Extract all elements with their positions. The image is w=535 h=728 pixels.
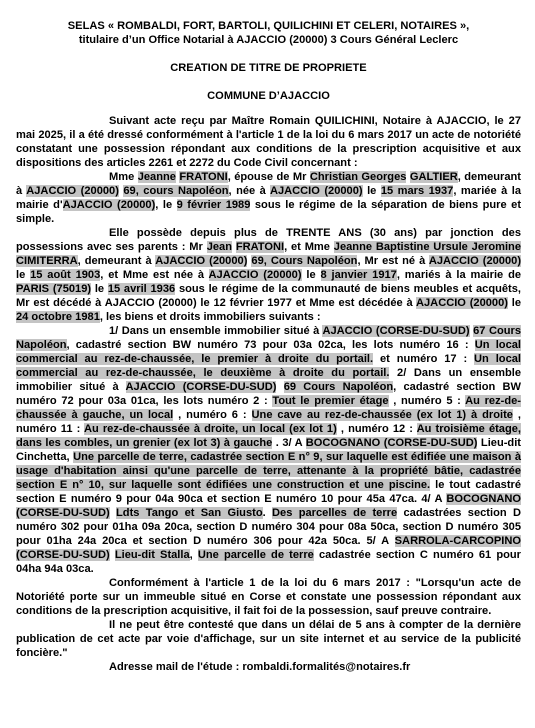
text-run: , épouse de Mr	[227, 171, 310, 183]
text-run: Elle possède depuis plus de TRENTE ANS (30 ans) par jonction des possessions avec ses parents : Mr	[16, 227, 521, 253]
text-run: Lieu-dit Cinchetta,	[16, 437, 521, 463]
highlighted-text: Une parcelle de terre, cadastrée section E n° 9, sur laquelle est édifiée une maison à usage d'habitation ainsi qu'une parcelle de terre, attenante à la propriété bâtie, cadastrée section E n° 10, sur laquelle sont édifiées une construction et une piscine.	[16, 451, 521, 491]
highlighted-text: FRATONI	[235, 241, 285, 253]
highlighted-text: 8 janvier 1917	[320, 269, 397, 281]
highlighted-text: Christian Georges	[309, 171, 407, 183]
text-run: , Mr est né à	[357, 255, 429, 267]
text-run: , numéro 5 :	[388, 395, 466, 407]
paragraph-contest-delay	[16, 618, 521, 660]
highlighted-text: 9 février 1989	[176, 199, 251, 211]
text-run: , née à	[228, 185, 270, 197]
paragraph-act	[16, 114, 521, 170]
highlighted-text: 67 Cours Napoléon	[16, 325, 521, 351]
text-run: Adresse mail de l'étude : rombaldi.formalités@notaires.fr	[109, 661, 411, 673]
highlighted-text: AJACCIO (20000)	[416, 297, 508, 309]
highlighted-text: 69, Cours Napoléon	[251, 255, 358, 267]
text-run: cadastrées section D numéro 302 pour 01ha 09a 20ca, section D numéro 304 pour 08a 50ca, section D numéro 305 pour 01ha 24a 20ca et section D numéro 306 pour 42a 50ca. 5/ A	[16, 507, 521, 547]
text-run: sous le régime de la communauté de biens meubles et acquêts, Mr est décédé à AJACCIO (20000) le 12 février 1977 et Mme est décédée à	[16, 283, 522, 309]
text-run: .	[262, 507, 273, 519]
highlighted-text: AJACCIO (20000)	[155, 255, 248, 267]
highlighted-text: Jeanne Baptistine Ursule Jeromine	[333, 241, 521, 253]
text-run: , numéro 6 :	[173, 409, 252, 421]
text-run: le	[362, 185, 381, 197]
text-run: , numéro 12 :	[336, 423, 417, 435]
text-run: le	[301, 269, 321, 281]
text-run: 2/ Dans un ensemble immobilier situé à	[16, 367, 521, 393]
highlighted-text: AJACCIO (20000)	[26, 185, 119, 197]
text-run: Suivant acte reçu par Maître Romain QUILICHINI, Notaire à AJACCIO, le 27 mai 2025, il a été dressé conformément à l'article 1 de la loi du 6 mars 2017 un acte de notoriété constatant une possession répondant aux conditions de la prescription acquisitive et aux dispositions des articles 2261 et 2272 du Code Civil concernant :	[16, 115, 521, 169]
text-run: , numéro 11 :	[16, 409, 521, 435]
text-run: Il ne peut être contesté que dans un délai de 5 ans à compter de la dernière publication de cet acte par voie d'affichage, sur un site internet et au service de la publicité foncière."	[16, 619, 521, 659]
text-run: ,	[189, 549, 198, 561]
highlighted-text: Au rez-de-chaussée à gauche, un local	[16, 395, 521, 421]
text-run: Mme	[109, 171, 138, 183]
text-run: sous le régime de la séparation de biens pure et simple.	[16, 199, 522, 225]
highlighted-text: Une cave au rez-de-chaussée (ex lot 1) à droite	[251, 409, 513, 421]
highlighted-text: Tout le premier étage	[272, 395, 389, 407]
header-line-1: SELAS « ROMBALDI, FORT, BARTOLI, QUILICHINI ET CELERI, NOTAIRES »,	[67, 20, 470, 32]
text-run: , mariés à la mairie de	[396, 269, 522, 281]
highlighted-text: AJACCIO (20000)	[269, 185, 363, 197]
text-run: , cadastré section BW numéro 72 pour 03a 01ca, les lots numéro 2 :	[16, 381, 521, 407]
notice-title: CREATION DE TITRE DE PROPRIETE	[170, 62, 367, 74]
highlighted-text: Au troisième étage, dans les combles, un grenier (ex lot 3) à gauche	[16, 423, 522, 449]
text-run: 1/ Dans un ensemble immobilier situé à	[109, 325, 323, 337]
highlighted-text: Au rez-de-chaussée à droite, un local (ex lot 1)	[83, 423, 337, 435]
highlighted-text: 15 août 1903	[30, 269, 101, 281]
text-run: le tout cadastré section E numéro 9 pour 04a 90ca et section E numéro 10 pour 45a 47ca. 4/ A	[16, 479, 522, 505]
text-run: , demeurant à	[16, 171, 521, 197]
highlighted-text: GALTIER	[409, 171, 458, 183]
text-run: , et Mme	[284, 241, 334, 253]
text-run: , les biens et droits immobiliers suivants :	[99, 311, 321, 323]
highlighted-text: FRATONI	[179, 171, 228, 183]
highlighted-text: AJACCIO (CORSE-DU-SUD)	[322, 325, 470, 337]
highlighted-text: Lieu-dit Stalla	[114, 549, 190, 561]
text-run	[276, 381, 283, 393]
text-run: , le	[155, 199, 177, 211]
text-run: Conformément à l'article 1 de la loi du 6 mars 2017 : "Lorsqu'un acte de Notoriété porte sur un immeuble situé en Corse et constate une possession répondant aux conditions de la prescription acquisitive, il fait foi de la possession, sauf preuve contraire.	[16, 577, 521, 617]
highlighted-text: AJACCIO (20000)	[428, 255, 522, 267]
highlighted-text: 15 avril 1936	[107, 283, 176, 295]
text-run: et numéro 17 :	[373, 353, 475, 365]
highlighted-text: Jeanne	[137, 171, 176, 183]
highlighted-text: 69 Cours Napoléon	[283, 381, 394, 393]
highlighted-text: SARROLA-CARCOPINO (CORSE-DU-SUD)	[16, 535, 521, 561]
highlighted-text: 24 octobre 1981	[16, 311, 100, 323]
highlighted-text: 15 mars 1937	[380, 185, 454, 197]
text-run: , et Mme est née à	[100, 269, 209, 281]
highlighted-text: CIMITERRA	[16, 255, 78, 267]
highlighted-text: Des parcelles de terre	[272, 507, 398, 519]
header-line-2: titulaire d’un Office Notarial à AJACCIO (20000) 3 Cours Général Leclerc	[78, 34, 459, 46]
highlighted-text: AJACCIO (20000)	[208, 269, 302, 281]
paragraph-contact-email	[16, 660, 521, 674]
highlighted-text: Un local commercial au rez-de-chaussée, le deuxième à droite du portail.	[16, 353, 521, 379]
highlighted-text: BOCOGNANO (CORSE-DU-SUD)	[16, 493, 521, 519]
highlighted-text: BOCOGNANO (CORSE-DU-SUD)	[305, 437, 478, 449]
highlighted-text: Une parcelle de terre	[197, 549, 314, 561]
highlighted-text: 69, cours Napoléon	[123, 185, 229, 197]
paragraph-law-article	[16, 576, 521, 618]
paragraph-owner	[16, 170, 521, 226]
highlighted-text: PARIS (75019)	[16, 283, 92, 295]
text-run: cadastrée section C numéro 61 pour 04ha 94a 03ca.	[16, 549, 521, 575]
text-run: le	[91, 283, 108, 295]
notary-header	[16, 19, 521, 47]
paragraph-properties	[16, 324, 521, 576]
paragraph-possession	[16, 226, 521, 324]
text-run: . 3/ A	[272, 437, 306, 449]
highlighted-text: Un local commercial au rez-de-chaussée, le premier à droite du portail.	[16, 339, 521, 365]
text-run: , mariée à la mairie d'	[16, 185, 522, 211]
text-run: , demeurant à	[77, 255, 156, 267]
text-run: , cadastré section BW numéro 73 pour 03a 02ca, les lots numéro 16 :	[66, 339, 475, 351]
highlighted-text: AJACCIO (CORSE-DU-SUD)	[125, 381, 277, 393]
text-run: le	[507, 297, 521, 309]
highlighted-text: Jean	[206, 241, 232, 253]
highlighted-text: Ldts Tango et San Giusto	[116, 507, 263, 519]
highlighted-text: AJACCIO (20000)	[62, 199, 156, 211]
commune-heading: COMMUNE D’AJACCIO	[207, 90, 330, 102]
text-run: le	[16, 269, 31, 281]
